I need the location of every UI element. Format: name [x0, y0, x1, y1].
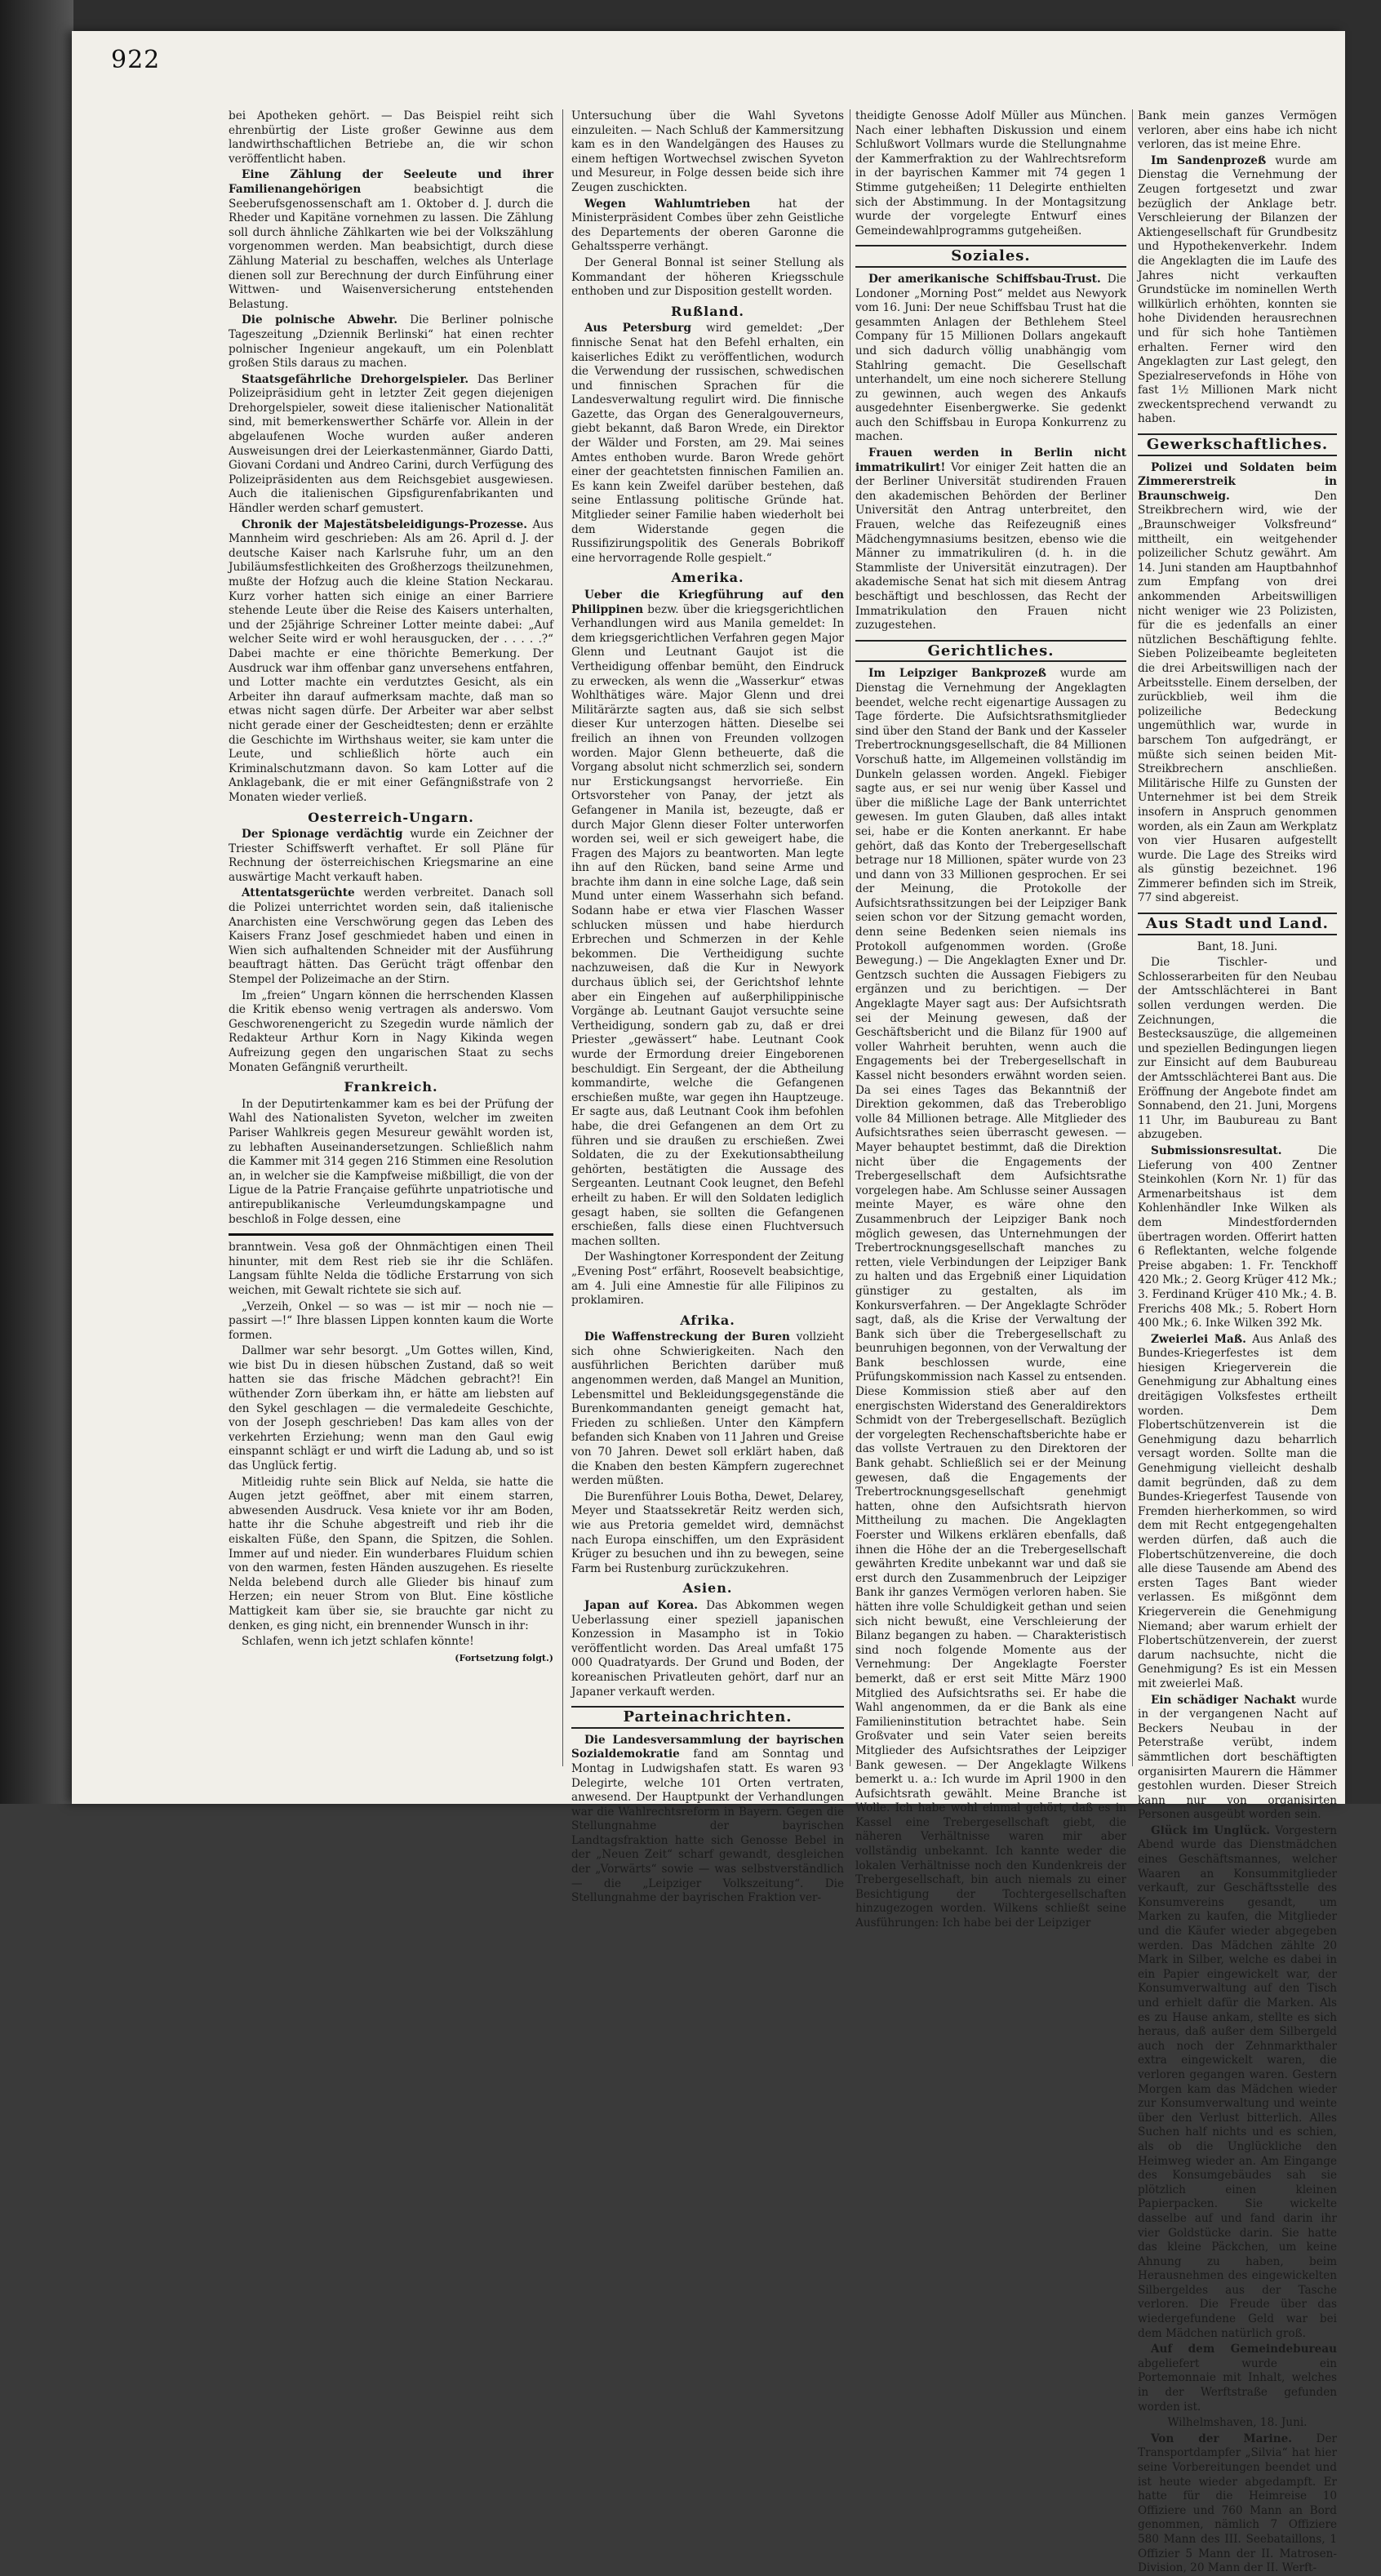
text: Die Lieferung von 400 Zentner Steinkohlen (Korn Nr. 1) für das Armenarbeitshaus ist dem Kohlenhändler Inke Wilken als dem Mindestfordernden übertragen worden. Offerirt hatten 6 Reflektanten, welche folgende Preise abgaben: 1. Fr. Tenckhoff 420 Mk.; 2. Georg Krüger 412 Mk.; 3. Ferdinand Krüger 410 Mk.; 4. B. Frerichs 408 Mk.; 5. Robert Horn 400 Mk.; 6. Inke Wilken 392 Mk.: [1138, 1144, 1337, 1330]
text: Das Berliner Polizeipräsidium geht in letzter Zeit gegen diejenigen Drehorgelspieler, soweit diese italienischer Nationalität sind, mit bemerkenswerther Schärfe vor. Allein in der abgelaufenen Woche wurden außer anderen Ausweisungen drei der Leierkastenmänner, Giardo Datti, Giovani Cordani und Andreo Carini, durch Verfügung des Polizeipräsidenten aus dem Reichsgebiet ausgewiesen. Auch die italienischen Gipsfigurenfabrikanten und Händler werden scharf gemustert.: [229, 372, 554, 516]
keyword: Die polnische Abwehr.: [242, 313, 397, 327]
section-heading-local: Aus Stadt und Land.: [1138, 913, 1337, 935]
keyword: Die Waffenstreckung der Buren: [584, 1330, 790, 1344]
paragraph: [1138, 1824, 1337, 2341]
keyword: Japan auf Korea.: [584, 1598, 698, 1612]
continuation-note: (Fortsetzung folgt.): [455, 1652, 553, 1663]
paragraph: Die Tischler- und Schlosserarbeiten für den Neubau der Amtsschlächterei in Bant sollen verdungen werden. Die Zeichnungen, die Bestecksauszüge, die allgemeinen und speziellen Bedingungen liegen zur Einsicht auf dem Baubureau der Amtsschlächterei Bant aus. Die Eröffnung der Angebote findet am Sonnabend, den 21. Juni, Morgens 11 Uhr, im Baubureau zu Bant abzugeben.: [1138, 956, 1337, 1142]
text: hat der Ministerpräsident Combes über zehn Geistliche des Departements der oberen Garonne die Gehaltssperre verhängt.: [571, 197, 844, 254]
page-number: 922: [111, 46, 161, 74]
book-binding: [0, 0, 73, 1804]
text: Das Abkommen wegen Ueberlassung einer speziell japanischen Konzession in Masampho ist in Tokio veröffentlicht worden. Das Areal umfaßt 175 000 Quadratyards. Der Grund und Boden, der koreanischen Privatleuten gehört, darf nur an Japaner verkauft werden.: [571, 1598, 845, 1699]
keyword: Eine Zählung der Seeleute und ihrer Familienangehörigen: [229, 168, 553, 196]
section-heading-union: Gewerkschaftliches.: [1138, 433, 1337, 456]
keyword: Im Leipziger Bankprozeß: [868, 667, 1047, 681]
text: beabsichtigt die Seeberufsgenossenschaft am 1. Oktober d. J. durch die Rheder und Kapitäne vornehmen zu lassen. Die Zählung soll durch ähnliche Zählkarten wie bei der Volkszählung vorgenommen werden. Man beabsichtigt, durch diese Zählung Material zu beschaffen, welches als Unterlage dienen soll zur Berechnung der durch Einführung einer Wittwen- und Waisenversicherung entstehenden Belastung.: [229, 182, 554, 311]
text: Aus Anlaß des Bundes-Kriegerfestes ist dem hiesigen Kriegerverein die Genehmigung zur Abhaltung eines dreitägigen Volksfestes ertheilt worden. Dem Flobertschützenverein ist die Genehmigung dazu beharrlich versagt worden. Sollte man die Genehmigung vielleicht deshalb damit begründen, daß zu dem Bundes-Kriegerfest Tausende von Fremden hierherkommen, so wird dem mit Recht entgegengehalten werden dürfen, daß auch die Flobertschützenvereine, die doch alle diese Tausende am Abend des ersten Tages Bant wieder verlassen. Es mißgönnt dem Kriegerverein die Genehmigung Niemand; aber warum erhielt der Flobertschützenverein, der zuerst darum nachsuchte, nicht die Genehmigung? Es ist ein Messen mit zweierlei Maß.: [1138, 1332, 1337, 1690]
paragraph: [571, 198, 844, 255]
keyword: Chronik der Majestätsbeleidigungs-Prozesse.: [242, 517, 527, 531]
paragraph: [229, 168, 553, 312]
paragraph: [1138, 1333, 1337, 1692]
text: Vor einiger Zeit hatten die an der Berliner Universität studirenden Frauen den akademischen Behörden der Berliner Universität den Antrag unterbreitet, den Frauen, welche das Reifezeugniß eines Mädchengymnasiums besitzen, ebenso wie die Männer zu immatrikuliren (d. h. in die Stammliste der Universität einzutragen). Der akademische Senat hat sich mit diesem Antrag beschäftigt und beschlossen, das Recht der Immatrikulation den Frauen nicht zuzugestehen.: [855, 460, 1127, 633]
paragraph: Untersuchung über die Wahl Syvetons einzuleiten. — Nach Schluß der Kammersitzung kam es in den Wandelgängen des Hauses zu einem heftigen Wortwechsel zwischen Syveton und Mesureur, in Folge dessen beide sich ihre Zeugen zuschickten.: [571, 109, 844, 194]
keyword: Attentatsgerüchte: [242, 886, 355, 900]
column-4: [1138, 109, 1338, 2575]
section-heading-russia: Rußland.: [671, 303, 744, 319]
section-heading-austria: Oesterreich-Ungarn.: [308, 809, 474, 825]
section-heading-asia: Asien.: [682, 1580, 733, 1597]
keyword: Im Sandenprozeß: [1151, 153, 1267, 167]
feuilleton-paragraph: branntwein. Vesa goß der Ohnmächtigen einen Theil hinunter, mit dem Rest rieb sie ihr die Schläfen. Langsam fühlte Nelda die tödliche Erstarrung von sich weichen, mit Gewalt richtete sie sich auf.: [229, 1241, 553, 1297]
paragraph: [229, 886, 553, 987]
column-3: [855, 109, 1127, 1930]
paragraph: [855, 667, 1126, 1930]
text: werden verbreitet. Danach soll die Polizei unterrichtet worden sein, daß italienische Anarchisten eine Verschwörung gegen das Leben des Kaisers Franz Josef geschmiedet haben und einen in Wien sich aufhaltenden Schneider mit der Ausführung beauftragt hätten. Das Gerücht trägt offenbar den Stempel der Polizeimache an der Stirn.: [229, 886, 553, 987]
keyword: Auf dem Gemeindebureau: [1151, 2343, 1337, 2356]
paragraph: [229, 373, 553, 517]
paragraph: [1138, 1694, 1337, 1823]
paragraph: [229, 828, 553, 885]
text: Vorgestern Abend wurde das Dienstmädchen eines Geschäftsmannes, welcher Waaren an Konsummitglieder verkauft, zur Geschäftsstelle des Konsumvereins gesandt, um Marken zu kaufen, die Mitglieder und die Käufer wieder abgegeben werden. Das Mädchen zählte 20 Mark in Silber, welche es dabei in ein Papier eingewickelt war, der Konsumverwaltung auf den Tisch und erhielt dafür die Marken. Als es zu Hause ankam, stellte es sich heraus, daß außer dem Silbergeld auch noch der Zehnmarkthaler extra eingewickelt waren, die verloren gegangen waren. Gestern Morgen kam das Mädchen wieder zur Konsumverwaltung und weinte über den Verlust bitterlich. Alles Suchen half nichts und es schien, als ob die Unglückliche den Heimweg wieder an. Am Eingange des Konsumgebäudes sah sie plötzlich einen kleinen Papierpacken. Sie wickelte dasselbe auf und fand darin ihr vier Goldstücke darin. Sie hatte das kleine Päckchen, um keine Ahnung zu haben, beim Herausnehmen des eingewickelten Silbergeldes aus der Tasche verloren. Die Freude über das wiedergefundene Geld war bei dem Mädchen natürlich groß.: [1138, 1823, 1337, 2340]
section-heading-america: Amerika.: [671, 570, 744, 586]
text: wurde am Dienstag die Vernehmung der Angeklagten beendet, welche recht eigenartige Aussagen zu Tage förderte. Die Aufsichtsrathsmitglieder sind über den Stand der Bank und der Kasseler Trebertrocknungsgesellschaft, die 84 Millionen Vorschuß hatte, im Allgemeinen vollständig im Dunkeln gelassen worden. Angekl. Fiebiger sagte aus, er sei nur wenig über Kassel und über die mißliche Lage der Bank unterrichtet gewesen. Im guten Glauben, daß alles intakt sei, habe er die Konten anerkannt. Er habe gehört, daß das Konto der Trebergesellschaft betrage nur 18 Millionen, später wurde von 23 und dann von 33 Millionen gesprochen. Er sei der Meinung, die Protokolle der Aufsichtsrathssitzungen bei der Leipziger Bank seien schon vor der Sitzung gemacht worden, denn seine Bedenken seien niemals ins Protokoll aufgenommen worden. (Große Bewegung.) — Die Angeklagten Exner und Dr. Gentzsch suchten die Aussagen Fiebigers zu ergänzen und zu berichtigen. — Der Angeklagte Mayer sagt aus: Der Aufsichtsrath sei der Meinung gewesen, daß der Geschäftsbericht und die Bilanz für 1900 auf voller Wahrheit beruhten, wenn auch die Engagements bei der Trebergesellschaft in Kassel nicht besonders erwähnt worden seien. Da sei eines Tages das Bekanntniß der Direktion gekommen, daß das Treberobligo volle 84 Millionen betrage. Alle Mitglieder des Aufsichtsrathes seien überrascht gewesen. — Mayer behauptet bestimmt, daß die Direktion nicht über die Engagements der Trebergesellschaft dem Aufsichtsrathe vorgelegen habe. Am Schlusse seiner Aussagen meinte Mayer, es wäre ohne den Zusammenbruch der Leipziger Bank noch möglich gewesen, das Unternehmungen der Trebertrocknungsgesellschaft manches zu retten, viele Verbindungen der Leipziger Bank zu halten und das Ergebniß einer Liquidation günstiger zu gestalten, als im Konkursverfahren. — Der Angeklagte Schröder sagt, daß, als die Krise der Verwaltung der Bank sich über die Trebergesellschaft zu beunruhigen begonnen, von der Verwaltung der Bank beschlossen wurde, eine Prüfungskommission nach Kassel zu entsenden. Diese Kommission stieß aber auf den energischsten Widerstand des Generaldirektors Schmidt von der Trebergesellschaft. Bezüglich der vorgelegten Rechenschaftsberichte habe er das vollste Vertrauen zu den Direktoren der Bank gehabt. Schließlich sei er der Meinung gewesen, daß die Engagements der Trebertrocknungsgesellschaft genehmigt hatten, ohne den Aufsichtsrath hiervon Mittheilung zu machen. Die Angeklagten Foerster und Wilkens erklären ebenfalls, daß ihnen die Höhe der an die Trebergesellschaft gewährten Kredite unbekannt war und daß sie erst durch den Zusammenbruch der Leipziger Bank ihr ganzes Vermögen verloren haben. Sie hätten ihre volle Schuldigkeit gethan und seien sich nicht bewußt, eine Verschleierung der Bilanz begangen zu haben. — Charakteristisch sind noch folgende Momente aus der Vernehmung: Der Angeklagte Foerster bemerkt, daß er erst seit Mitte März 1900 Mitglied des Aufsichtsraths sei. Er habe die Wahl angenommen, da er die Bank als eine Familieninstitution betrachtet habe. Sein Großvater und sein Vater seien bereits Mitglieder des Aufsichtsrathes der Leipziger Bank gewesen. — Der Angeklagte Wilkens bemerkt u. a.: Ich wurde im April 1900 in den Aufsichtsrath gewählt. Meine Branche ist Wolle. Ich habe wohl einmal gehört, daß es in Kassel eine Trebergesellschaft giebt, die näheren Verhältnisse waren mir aber vollständig unbekannt. Ich kannte weder die lokalen Verhältnisse noch den Kundenkreis der Trebergesellschaft, bin auch niemals zu einer Besichtigung der Tochtergesellschaften hinzugezogen worden. Wilkens schließt seine Ausführungen: Ich habe bei der Leipziger: [855, 667, 1126, 1930]
paragraph: [571, 1330, 844, 1489]
text: Der Transportdampfer „Silvia“ hat hier seine Vorbereitungen beendet und ist heute wieder abgedampft. Er hatte für die Heimreise 10 Offiziere und 760 Mann an Bord genommen, nämlich 7 Offiziere 580 Mann des III. Seebataillons, 1 Offizier 5 Mann der II. Matrosen-Division, 20 Mann der II. Werft-: [1138, 2432, 1337, 2575]
keyword: Der amerikanische Schiffsbau-Trust.: [868, 272, 1101, 286]
section-heading-court: Gerichtliches.: [855, 640, 1126, 663]
column-rule: [1132, 109, 1133, 1766]
paragraph: [571, 588, 844, 1249]
feuilleton-paragraph: „Verzeih, Onkel — so was — ist mir — noch nie — passirt —!“ Ihre blassen Lippen konnten kaum die Worte formen.: [229, 1299, 553, 1342]
paragraph: Die Burenführer Louis Botha, Dewet, Delarey, Meyer und Staatssekretär Reitz werden sich, wie aus Pretoria gemeldet wird, demnächst nach Europa einschiffen, um den Expräsident Krüger zu besuchen und ihn zu bewegen, seine Farm bei Rustenburg zurückzukehren.: [571, 1490, 844, 1575]
text: wurde am Dienstag die Vernehmung der Zeugen fortgesetzt und zwar bezüglich der Anklage betr. Verschleierung der Bilanzen der Aktiengesellschaft für Grundbesitz und Hypothekenverkehr. Indem die Angeklagten die im Laufe des Jahres nicht verkauften Grundstücke im nominellen Werth willkürlich erhöhten, konnten sie hohe Dividenden herausrechnen und für sich hohe Tantièmen erhalten. Ferner wird den Angeklagten zur Last gelegt, den Spezialreservefonds in Höhe von fast 1½ Millionen Mark nicht zweckentsprechend verwandt zu haben.: [1138, 153, 1338, 426]
paragraph: [229, 313, 553, 371]
feuilleton-paragraph: Mitleidig ruhte sein Blick auf Nelda, sie hatte die Augen jetzt geöffnet, aber mit einem starren, abwesenden Ausdruck. Vesa kniete vor ihr am Boden, hatte ihr die Schuhe abgestreift und rieb ihr die eiskalten Füße, den Spann, die Spitzen, die Sohlen. Immer auf und nieder. Ein wunderbares Fluidum schien von den warmen, festen Händen auszugehen. Es rieselte Nelda belebend durch alle Glieder bis hinauf zum Herzen; ein neuer Strom von Blut. Eine köstliche Mattigkeit kam über sie, sie brauchte gar nicht zu denken, es ging nicht, ein brennender Wunsch in ihr:: [229, 1475, 553, 1632]
paragraph: Der General Bonnal ist seiner Stellung als Kommandant der höheren Kriegsschule enthoben und zur Disposition gestellt worden.: [571, 255, 844, 299]
keyword: Wegen Wahlumtrieben: [584, 197, 751, 211]
dateline: Wilhelmshaven, 18. Juni.: [1167, 2416, 1308, 2430]
paragraph: [1138, 2343, 1337, 2414]
text: abgeliefert wurde ein Portemonnaie mit Inhalt, welches in der Werftstraße gefunden worden ist.: [1138, 2356, 1337, 2414]
paragraph: [229, 518, 553, 806]
text: vollzieht sich ohne Schwierigkeiten. Nach den ausführlichen Berichten darüber muß angenommen werden, daß Mangel an Munition, Lebensmittel und Bekleidungsgegenstände die Burenkommandanten geneigt gemacht hat, Frieden zu schließen. Unter den Kämpfern befanden sich Knaben von 11 Jahren und Greise von 70 Jahren. Dewet soll erklärt haben, daß die Knaben den besten Kämpfern zugerechnet werden müßten.: [571, 1330, 844, 1488]
text: Aus Mannheim wird geschrieben: Als am 26. April d. J. der deutsche Kaiser nach Karlsruhe fuhr, um an den Jubiläumsfestlichkeiten des Großherzogs theilzunehmen, mußte der Hofzug auch die kleine Station Neckarau. Kurz vorher hatten sich einige an einer Barriere stehende Leute über die Reise des Kaisers unterhalten, und der 25jährige Schreiner Lotter meinte dabei: „Auf welcher Seite wird er wohl herausgucken, der . . . . .?“ Dabei machte er eine thörichte Bemerkung. Der Ausdruck war ihm offenbar ganz unversehens entfahren, und Lotter machte ein verdutztes Gesicht, als ein Arbeiter ihn darauf aufmerksam machte, daß man so etwas nicht sagen dürfe. Der Arbeiter war aber selbst nicht gerade einer der Gescheidtesten; denn er erzählte die Geschichte im Wirthshaus weiter, sie kam unter die Leute, und schließlich hörte auch ein Kriminalschutzmann davon. So kam Lotter auf die Anklagebank, die er mit einer Gefängnißstrafe von 2 Monaten wieder verließ.: [229, 517, 554, 804]
column-2: [571, 109, 845, 1905]
keyword: Staatsgefährliche Drehorgelspieler.: [242, 372, 469, 386]
text: Den Streikbrechern wird, wie der „Braunschweiger Volksfreund“ mittheilt, ein weitgehender polizeilicher Schutz gewährt. Am 14. Juni standen am Hauptbahnhof zum Empfang von drei ankommenden Arbeitswilligen nicht weniger wie 23 Polizisten, für die es jedenfalls an einer nützlichen Beschäftigung fehlte. Sieben Polizeibeamte begleiteten die drei Arbeitswilligen nach der Arbeitsstelle. Einem derselben, der zurückblieb, weil ihm die polizeiliche Bedeckung ungemüthlich war, wurde in barschem Ton aufgedrängt, er müßte sich seinen beiden Mit-Streikbrechern anschließen. Militärische Hilfe zu Gunsten der Unternehmer ist bei dem Streik insofern in Anspruch genommen worden, als ein Zaun am Werkplatz von vier Husaren aufgestellt wurde. Die Lage des Streiks wird als günstig bezeichnet. 196 Zimmerer befinden sich im Streik, 77 sind abgereist.: [1138, 489, 1337, 905]
section-heading-social: Soziales.: [855, 245, 1126, 268]
keyword: Zweierlei Maß.: [1151, 1332, 1246, 1346]
keyword: Glück im Unglück.: [1151, 1823, 1270, 1837]
paragraph: [1138, 154, 1337, 427]
section-heading-france: Frankreich.: [344, 1079, 438, 1095]
keyword: Von der Marine.: [1151, 2432, 1292, 2445]
column-rule: [562, 109, 563, 1766]
paragraph: [1138, 2432, 1337, 2576]
keyword: Ein schädiger Nachakt: [1151, 1693, 1296, 1707]
paragraph: Im „freien“ Ungarn können die herrschenden Klassen die Kritik ebenso wenig vertragen als anderswo. Vom Geschworenengericht zu Szegedin wurde nämlich der Redakteur Arthur Korn in Nagy Kikinda wegen Aufreizung gegen den ungarischen Staat zu sechs Monaten Gefängniß verurtheilt.: [229, 988, 553, 1074]
feuilleton-paragraph: Schlafen, wenn ich jetzt schlafen könnte!: [242, 1635, 474, 1649]
text: fand am Sonntag und Montag in Ludwigshafen statt. Es waren 93 Delegirte, welche 101 Orten vertraten, anwesend. Der Hauptpunkt der Verhandlungen war die Wahlrechtsreform in Bayern. Gegen die Stellungnahme der bayrischen Landtagsfraktion hatte sich Genosse Bebel in der „Neuen Zeit“ scharf gewandt, desgleichen der „Vorwärts“ sowie — was selbstverständlich — die „Leipziger Volkszeitung“. Die Stellungnahme der bayrischen Fraktion ver-: [571, 1748, 844, 1905]
section-heading-party-news: Parteinachrichten.: [571, 1706, 844, 1729]
paragraph: In der Deputirtenkammer kam es bei der Prüfung der Wahl des Nationalisten Syveton, welcher im zweiten Pariser Wahlkreis gegen Mesureur gewählt worden ist, zu lebhaften Auseinandersetzungen. Schließlich nahm die Kammer mit 314 gegen 216 Stimmen eine Resolution an, in welcher sie die Kampfweise mißbilligt, die von der Ligue de la Patrie Française geführte unpatriotische und antirepublikanische Verleumdungskampagne und beschloß in Folge dessen, eine: [229, 1097, 553, 1226]
paragraph: [571, 1734, 844, 1906]
text: Die Londoner „Morning Post“ meldet aus Newyork vom 16. Juni: Der neue Schiffsbau Trust hat die gesammten Anlagen der Bethlehem Steel Company für 15 Millionen Dollars angekauft und sich dadurch völlig unabhängig vom Stahlring gemacht. Die Gesellschaft unterhandelt, um eine noch sicherere Stellung zu gewinnen, auch wegen des Ankaufs ausgedehnter Eisenbergwerke. Sie gedenkt auch den Schiffsbau in Europa Konkurrenz zu machen.: [855, 272, 1126, 444]
keyword: Aus Petersburg: [584, 322, 691, 335]
paragraph: [571, 322, 844, 566]
keyword: Submissionsresultat.: [1151, 1144, 1282, 1157]
column-1: [229, 109, 553, 1766]
paragraph: [1138, 1144, 1337, 1331]
keyword: Ueber die Kriegführung auf den Philippinen: [571, 588, 844, 616]
dateline: Bant, 18. Juni.: [1197, 939, 1278, 953]
text: wird gemeldet: „Der finnische Senat hat den Befehl erhalten, ein kaiserliches Edikt zu veröffentlichen, wodurch die Verwendung der russischen, schwedischen und finnischen Sprachen für die Landesverwaltung regulirt wird. Die finnische Gazette, das Organ des Generalgouverneurs, giebt bekannt, daß Baron Wrede, ein Direktor der Wälder und Forsten, am 29. Mai seines Amtes enthoben wurde. Baron Wrede gehört einer der geachtetsten finnischen Familien an. Es kann kein Zweifel darüber bestehen, daß seine Entlassung politische Gründe hat. Mitglieder seiner Familie haben wiederholt bei dem Widerstande gegen die Russifizirungspolitik des Generals Bobrikoff eine hervorragende Rolle gespielt.“: [571, 322, 845, 565]
feuilleton-divider: [229, 1233, 553, 1236]
paragraph: [571, 1599, 844, 1699]
paragraph: Bank mein ganzes Vermögen verloren, aber eins habe ich nicht verloren, das ist meine Ehre.: [1138, 109, 1337, 152]
keyword: Der Spionage verdächtig: [242, 828, 403, 842]
text: wurde ein Zeichner der Triester Schiffswerft verhaftet. Er soll Pläne für Rechnung der österreichischen Kriegsmarine an eine auswärtige Macht verkauft haben.: [229, 828, 554, 884]
paragraph: theidigte Genosse Adolf Müller aus München. Nach einer lebhaften Diskussion und einem Schlußwort Vollmars wurde die Stellungnahme der Kammerfraktion zu der Wahlrechtsreform in der bayrischen Kammer mit 74 gegen 1 Stimme gutgeheißen; 11 Delegirte enthielten sich der Abstimmung. In der Montagsitzung wurde der vorgelegte Entwurf eines Gemeindewahlprogramms gutgeheißen.: [855, 109, 1126, 238]
paragraph: [855, 446, 1126, 633]
text: wurde in der vergangenen Nacht auf Beckers Neubau in der Peterstraße verübt, indem sämmtlichen dort beschäftigten organisirten Maurern die Hämmer gestohlen wurden. Dieser Streich kann nur von organisirten Personen ausgeübt worden sein.: [1138, 1693, 1337, 1822]
paragraph: Der Washingtoner Korrespondent der Zeitung „Evening Post“ erfährt, Roosevelt beabsichtige, am 4. Juli eine Amnestie für alle Filipinos zu proklamiren.: [571, 1250, 844, 1308]
section-heading-africa: Afrika.: [680, 1312, 735, 1328]
paragraph: [1138, 461, 1337, 906]
keyword: Die Landesversammlung der bayrischen Sozialdemokratie: [571, 1733, 844, 1761]
text: Die Berliner polnische Tageszeitung „Dziennik Berlinski“ hat einen rechter polnischer Ingenieur angekauft, um ein Polenblatt großen Stils daraus zu machen.: [229, 313, 554, 371]
newspaper-page: [72, 31, 1345, 2575]
keyword: Polizei und Soldaten beim Zimmererstreik in Braunschweig.: [1138, 460, 1337, 503]
text: bezw. über die kriegsgerichtlichen Verhandlungen wird aus Manila gemeldet: In dem kriegsgerichtlichen Verfahren gegen Major Glenn und Leutnant Gaujot ist die Vertheidigung offenbar bemüht, den Eindruck zu erwecken, als wenn die „Wasserkur“ etwas Wohlthätiges wäre. Major Glenn und drei Militärärzte sagten aus, daß sie sich selbst dieser Kur unterzogen hätten. Dieselbe sei freilich an ihnen von Freunden vollzogen worden. Major Glenn betheuerte, daß die Vorgang absolut nicht schmerzlich sei, sondern nur Erstickungsangst hervorrieße. Ein Ortsvorsteher von Panay, der jetzt als Gefangener in Manila ist, bezeugte, daß er durch Major Glenn dieser Folter unterworfen worden sei, weil er sich geweigert habe, die Fragen des Majors zu beantworten. Man legte ihn auf den Rücken, band seine Arme und brachte ihm dann in eine solche Lage, daß sein Mund unter einem Wasserhahn sich befand. Sodann habe er etwa vier Flaschen Wasser schlucken müssen und habe hierdurch Erbrechen und Schmerzen in der Kehle bekommen. Die Vertheidigung suchte nachzuweisen, daß die Kur in Newyork durchaus üblich sei, der Gerichtshof lehnte aber ein Eingehen auf außerphilippinische Vorgänge ab. Leutnant Gaujot versuchte seine Vertheidigung, sondern gab zu, daß er drei Priester „gewässert“ habe. Leutnant Cook wurde der Ermordung dreier Eingeborenen beschuldigt. Ein Sergeant, der die Abtheilung kommandirte, welche die Gefangenen erschießen mußte, war gegen ihn Hauptzeuge. Er sagte aus, daß Leutnant Cook ihm befohlen habe, die drei Gefangenen an dem Ort zu führen und sie draußen zu erschießen. Zwei Soldaten, die zu der Exekutionsabtheilung gehörten, bestätigten die Aussage des Sergeanten. Leutnant Cook leugnet, den Befehl erheilt zu haben. Er will den Soldaten lediglich gesagt haben, sie sollten die Gefangenen erschießen, falls diese einen Fluchtversuch machen sollten.: [571, 602, 844, 1248]
keyword: Frauen werden in Berlin nicht immatrikulirt!: [855, 446, 1126, 474]
feuilleton-paragraph: Dallmer war sehr besorgt. „Um Gottes willen, Kind, wie bist Du in diesen hübschen Zustand, daß so weit hatten sie das frische Mädchen gebracht?! Ein wüthender Zorn überkam ihn, er hätte am liebsten auf den Sykel geschlagen — die vermaledeite Geschichte, von der Joseph geschrieben! Das kam alles von der verkehrten Erziehung; wenn man den Gaul ewig einspannt schlägt er und wirft die Ladung ab, und so ist das Unglück fertig.: [229, 1344, 553, 1473]
paragraph: [855, 273, 1126, 445]
paragraph: bei Apotheken gehört. — Das Beispiel reiht sich ehrenbürtig der Liste großer Gewinne aus dem landwirthschaftlichen Betriebe an, die wir schon veröffentlicht haben.: [229, 109, 553, 166]
